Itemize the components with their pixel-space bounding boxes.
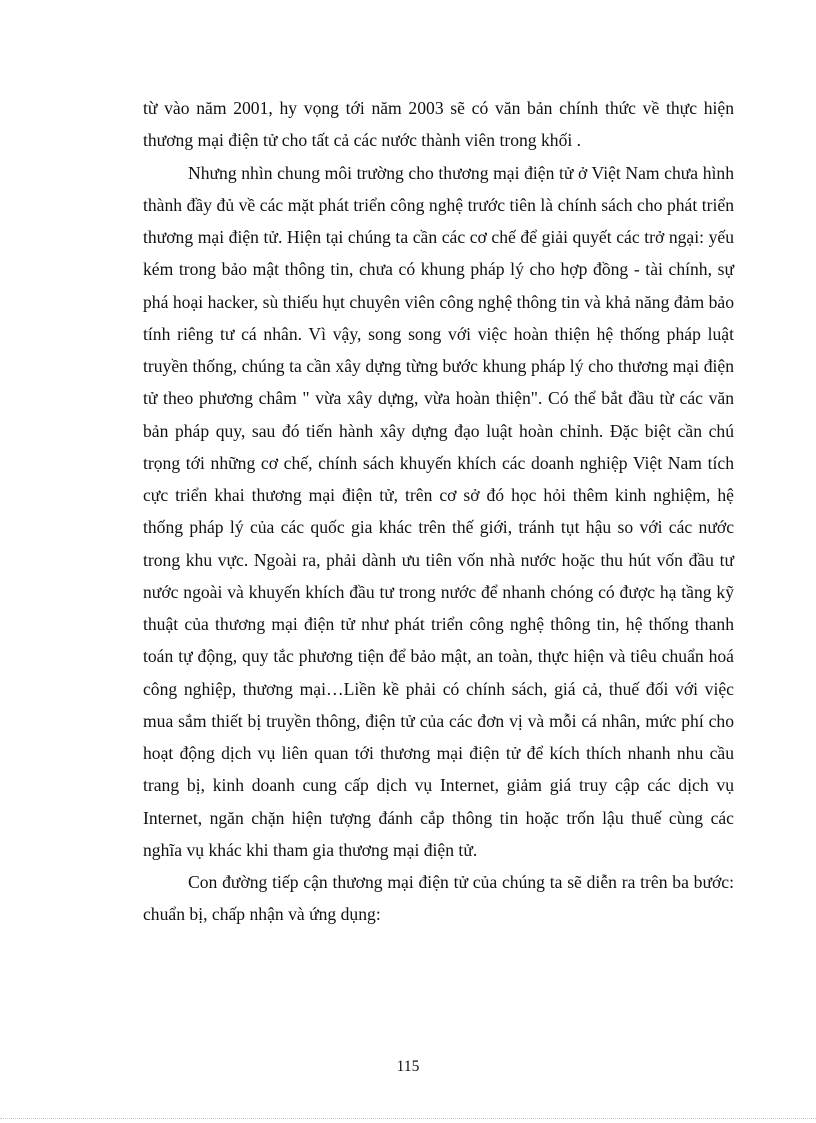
page-bottom-divider <box>0 1118 816 1119</box>
paragraph-approach-steps: Con đường tiếp cận thương mại điện tử của chúng ta sẽ diễn ra trên ba bước: chuẩn bị, chấp nhận và ứng dụng: <box>143 872 734 925</box>
paragraph-legal-framework: Nhưng nhìn chung môi trường cho thương mại điện tử ở Việt Nam chưa hình thành đầy đủ về các mặt phát triển công nghệ trước tiên là chính sách cho phát triển thương mại điện tử. Hiện tại chúng ta cần các cơ chế để giải quyết các trở ngại: yếu kém trong bảo mật thông tin, chưa có khung pháp lý cho hợp đồng - tài chính, sự phá hoại hacker, sù thiếu hụt chuyên viên công nghệ thông tin và khả năng đảm bảo tính riêng tư cá nhân. Vì vậy, song song với việc hoàn thiện hệ thống pháp luật truyền thống, chúng ta cần xây dựng từng bước khung pháp lý cho thương mại điện tử theo phương châm " vừa xây dựng, vừa hoàn thiện". Có thể bắt đầu từ các văn bản pháp quy, sau đó tiến hành xây dựng đạo luật hoàn chỉnh. Đặc biệt cần chú trọng tới những cơ chế, chính sách khuyến khích các doanh nghiệp Việt Nam tích cực triển khai thương mại điện tử, trên cơ sở đó học hỏi thêm kinh nghiệm, hệ thống pháp lý của các quốc gia khác trên thế giới, tránh tụt hậu so với các nước trong khu vực. Ngoài ra, phải dành ưu tiên vốn nhà nước hoặc thu hút vốn đầu tư nước ngoài và khuyến khích đầu tư trong nước để nhanh chóng có được hạ tầng kỹ thuật của thương mại điện tử như phát triển công nghệ thông tin, hệ thống thanh toán tự động, quy tắc phương tiện để bảo mật, an toàn, thực hiện và tiêu chuẩn hoá công nghiệp, thương mại…Liền kề phải có chính sách, giá cả, thuế đối với việc mua sắm thiết bị truyền thông, điện tử của các đơn vị và mỗi cá nhân, mức phí cho hoạt động dịch vụ liên quan tới thương mại điện tử để kích thích nhanh nhu cầu trang bị, kinh doanh cung cấp dịch vụ Internet, giảm giá truy cập các dịch vụ Internet, ngăn chặn hiện tượng đánh cắp thông tin hoặc trốn lậu thuế cùng các nghĩa vụ khác khi tham gia thương mại điện tử. <box>143 162 734 860</box>
page-number: 115 <box>396 1058 420 1075</box>
body-text <box>143 92 734 931</box>
paragraph-continuation: từ vào năm 2001, hy vọng tới năm 2003 sẽ có văn bản chính thức về thực hiện thương mại điện tử cho tất cả các nước thành viên trong khối . <box>143 98 734 151</box>
